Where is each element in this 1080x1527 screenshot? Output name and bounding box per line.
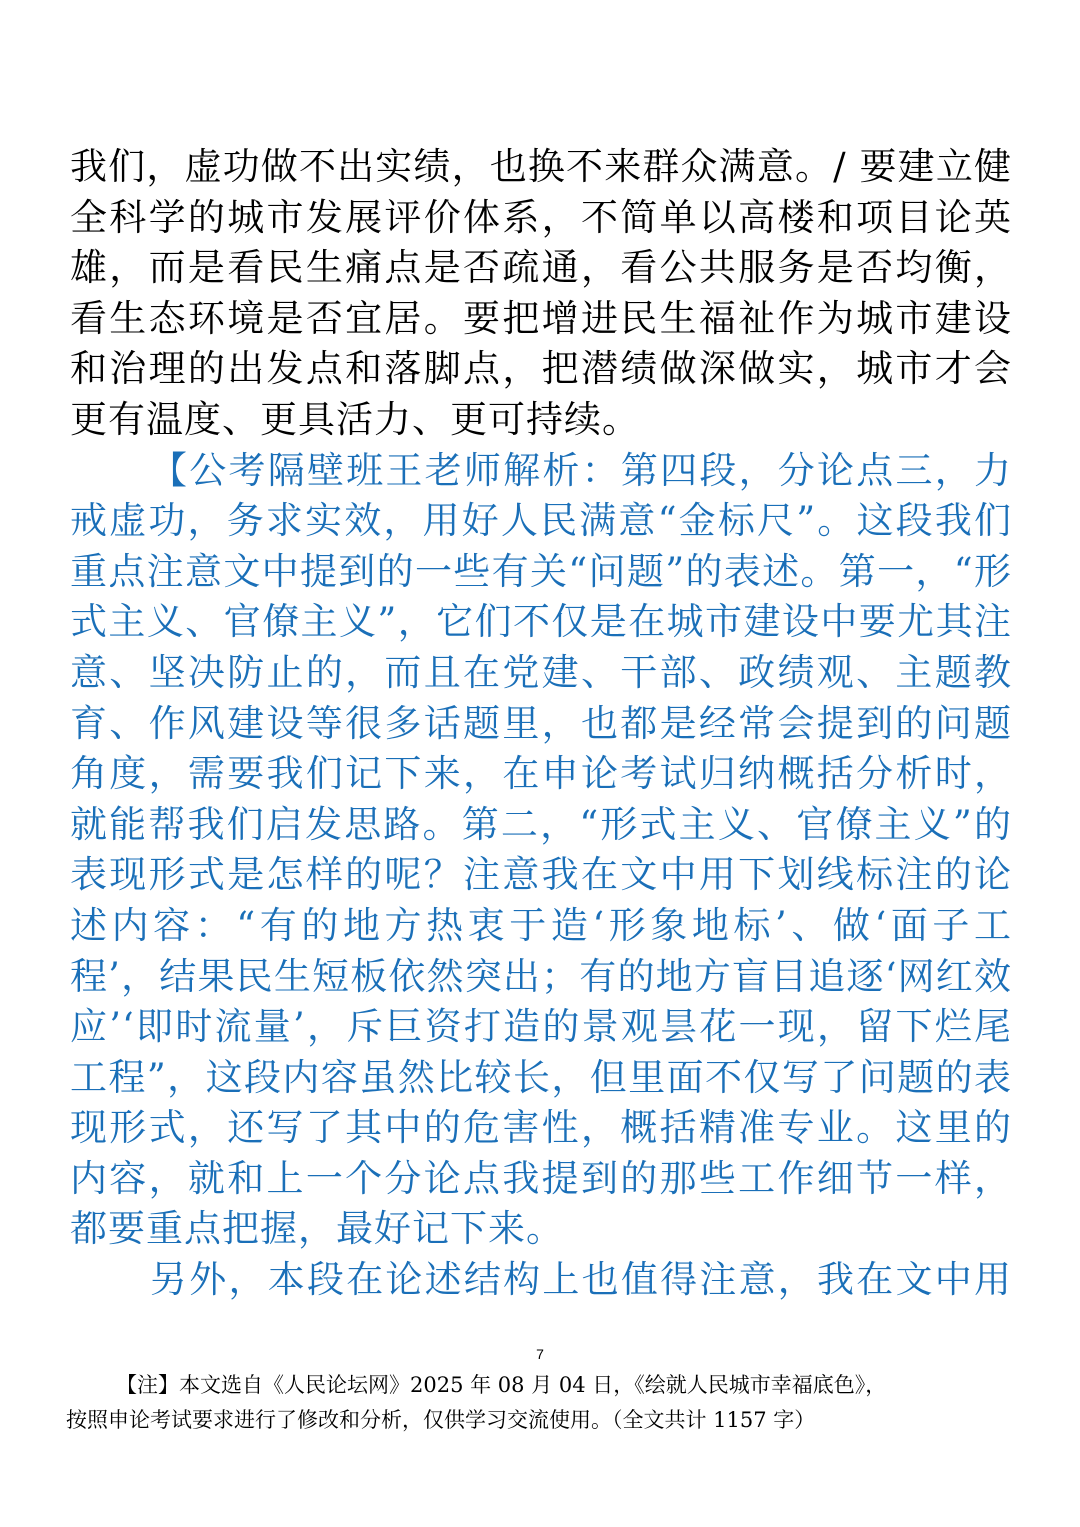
paragraph-analysis: 【公考隔壁班王老师解析：第四段，分论点三，力戒虚功，务求实效，用好人民满意“金标尺”。这段我们重点注意文中提到的一些有关“问题”的表述。第一，“形式主义、官僚主义”，它们不仅是在城市建设中要尤其注意、坚决防止的，而且在党建、干部、政绩观、主题教育、作风建设等很多话题里，也都是经常会提到的问题角度，需要我们记下来，在申论考试归纳概括分析时，就能帮我们启发思路。第二，“形式主义、官僚主义”的表现形式是怎样的呢？注意我在文中用下划线标注的论述内容：“有的地方热衷于造‘形象地标’、做‘面子工程’，结果民生短板依然突出；有的地方盲目追逐‘网红效应’‘即时流量’，斥巨资打造的景观昙花一现，留下烂尾工程”，这段内容虽然比较长，但里面不仅写了问题的表现形式，还写了其中的危害性，概括精准专业。这里的内容，就和上一个分论点我提到的那些工作细节一样，都要重点把握，最好记下来。 [70,448,1012,1251]
paragraph-continuation: 另外，本段在论述结构上也值得注意，我在文中用 [150,1258,1012,1302]
paragraph-main-text: 我们，虚功做不出实绩，也换不来群众满意。/ 要建立健全科学的城市发展评价体系，不简单以高楼和项目论英雄，而是看民生痛点是否疏通，看公共服务是否均衡，看生态环境是否宜居。要把增进民生福祉作为城市建设和治理的出发点和落脚点，把潜绩做深做实，城市才会更有温度、更具活力、更可持续。 [70,145,1012,441]
body-text [70,142,1012,1306]
footnote-line-1: 【注】本文选自《人民论坛网》2025 年 08 月 04 日，《绘就人民城市幸福底色》， [116,1373,887,1397]
footnote-line-2: 按照申论考试要求进行了修改和分析，仅供学习交流使用。（全文共计 1157 字） [66,1408,816,1432]
footnote [66,1368,1014,1438]
page-number: 7 [536,1346,544,1362]
